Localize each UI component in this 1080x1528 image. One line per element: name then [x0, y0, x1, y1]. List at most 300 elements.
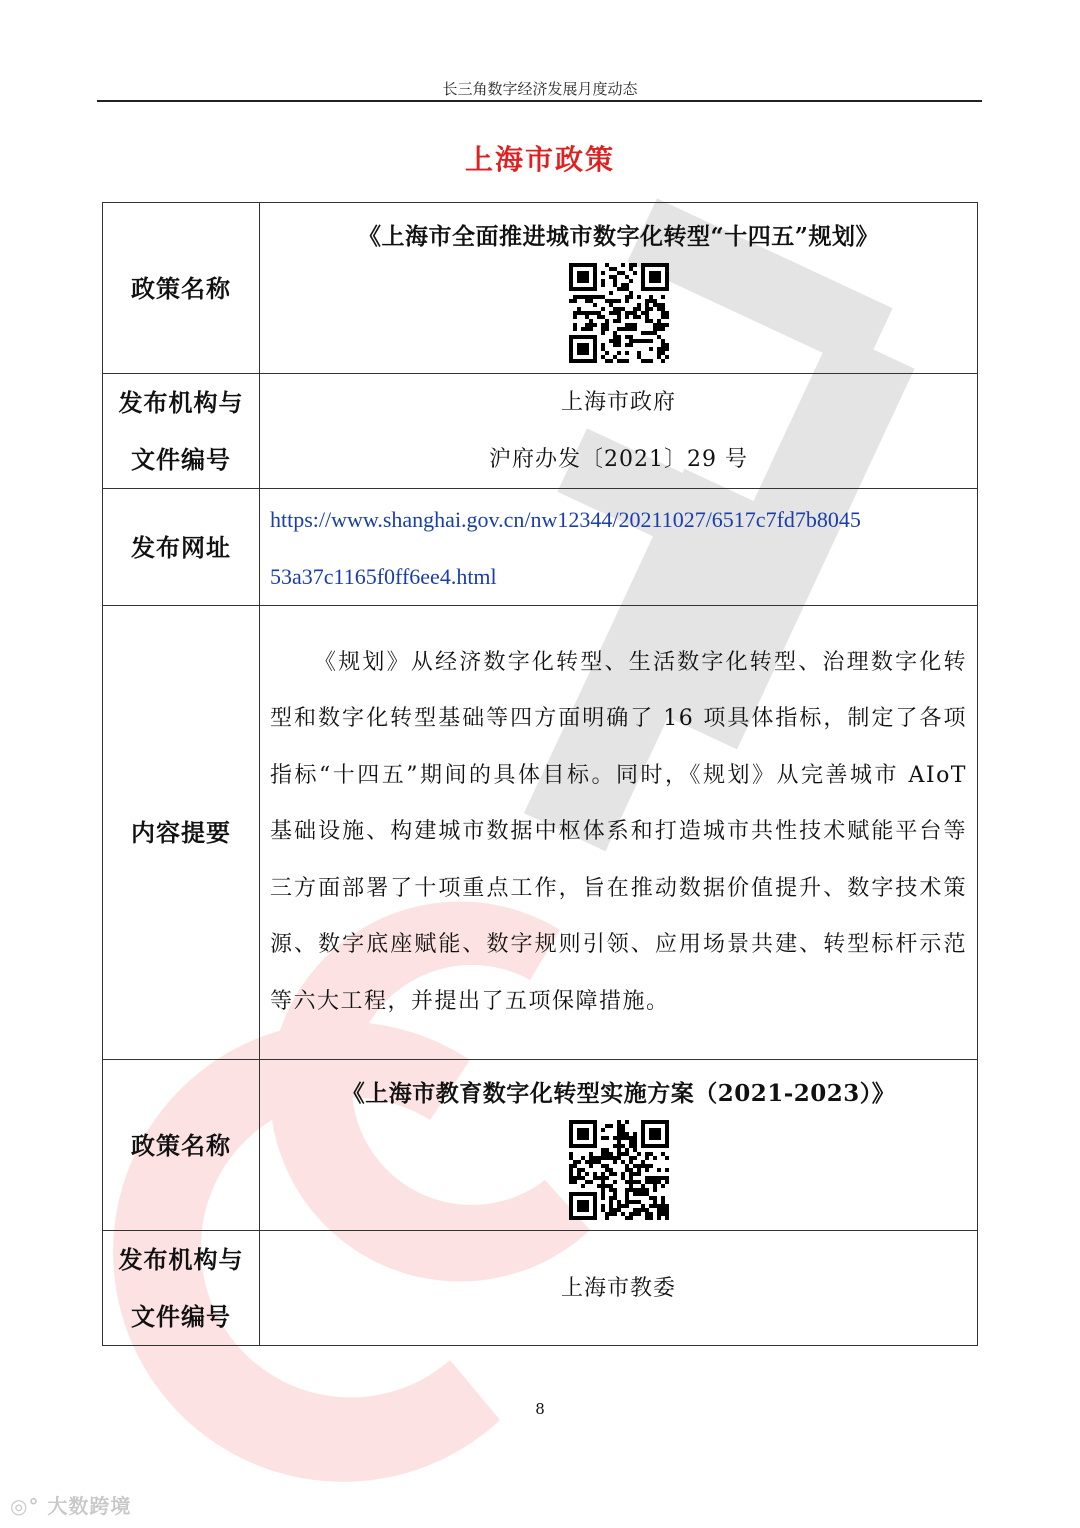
- qr-module: [625, 295, 629, 299]
- qr-module: [609, 303, 613, 307]
- qr-module: [589, 311, 593, 315]
- qr-module: [597, 1176, 601, 1180]
- qr-module: [633, 1188, 637, 1192]
- qr-module: [657, 303, 661, 307]
- qr-module: [621, 1176, 625, 1180]
- qr-module: [617, 319, 621, 323]
- qr-module: [625, 1164, 629, 1168]
- qr-module: [625, 1204, 629, 1208]
- qr-module: [589, 327, 593, 331]
- qr-module: [601, 1152, 605, 1156]
- qr-module: [569, 1156, 573, 1160]
- row-label: 发布网址: [103, 489, 260, 606]
- qr-module: [649, 347, 653, 351]
- qr-module: [605, 1156, 609, 1160]
- qr-module: [585, 299, 589, 303]
- row-label: 政策名称: [103, 203, 260, 374]
- qr-module: [609, 1196, 613, 1200]
- table-row: [103, 1231, 978, 1346]
- qr-module: [645, 307, 649, 311]
- qr-module: [661, 351, 665, 355]
- qr-module: [633, 1144, 637, 1148]
- policy-cell: [260, 1060, 978, 1231]
- qr-module: [657, 319, 661, 323]
- qr-module: [649, 1152, 653, 1156]
- qr-module: [653, 1204, 657, 1208]
- qr-module: [657, 1176, 661, 1180]
- qr-module: [637, 1152, 641, 1156]
- qr-module: [657, 1168, 661, 1172]
- qr-module: [597, 1156, 601, 1160]
- qr-module: [613, 1212, 617, 1216]
- qr-module: [613, 343, 617, 347]
- qr-module: [637, 339, 641, 343]
- qr-module: [637, 1180, 641, 1184]
- qr-module: [625, 351, 629, 355]
- qr-code-icon: [569, 263, 669, 363]
- qr-module: [629, 1136, 633, 1140]
- qr-module: [605, 359, 609, 363]
- qr-module: [589, 299, 593, 303]
- qr-module: [585, 295, 589, 299]
- qr-module: [601, 1164, 605, 1168]
- qr-module: [613, 299, 617, 303]
- qr-module: [617, 339, 621, 343]
- qr-module: [625, 1216, 629, 1220]
- qr-module: [657, 323, 661, 327]
- publish-url-link[interactable]: [260, 489, 977, 605]
- table-row: [103, 203, 978, 374]
- qr-module: [585, 1160, 589, 1164]
- qr-module: [589, 1156, 593, 1160]
- qr-module: [613, 1208, 617, 1212]
- qr-module: [605, 1212, 609, 1216]
- qr-module: [661, 1200, 665, 1204]
- qr-module: [621, 307, 625, 311]
- qr-module: [629, 295, 633, 299]
- qr-module: [629, 339, 633, 343]
- qr-module: [649, 295, 653, 299]
- qr-module: [605, 319, 609, 323]
- qr-module: [629, 1144, 633, 1148]
- row-label-line: 文件编号: [131, 445, 231, 474]
- qr-module: [657, 1208, 661, 1212]
- qr-module: [637, 303, 641, 307]
- qr-module: [621, 1204, 625, 1208]
- qr-module: [633, 1172, 637, 1176]
- qr-module: [661, 295, 665, 299]
- row-label-line: 文件编号: [131, 1302, 231, 1331]
- qr-module: [601, 1176, 605, 1180]
- qr-module: [593, 303, 597, 307]
- qr-module: [613, 307, 617, 311]
- qr-module: [613, 1196, 617, 1200]
- qr-module: [645, 319, 649, 323]
- qr-module: [589, 1180, 593, 1184]
- qr-module: [601, 327, 605, 331]
- qr-module: [609, 1208, 613, 1212]
- qr-module: [621, 1128, 625, 1132]
- qr-module: [661, 339, 665, 343]
- qr-module: [653, 327, 657, 331]
- qr-module: [629, 291, 633, 295]
- qr-module: [605, 1136, 609, 1140]
- qr-module: [657, 1180, 661, 1184]
- qr-module: [629, 1200, 633, 1204]
- qr-module: [657, 355, 661, 359]
- qr-module: [653, 1156, 657, 1160]
- qr-module: [605, 327, 609, 331]
- qr-module: [641, 339, 645, 343]
- qr-module: [633, 1212, 637, 1216]
- qr-module: [629, 1156, 633, 1160]
- qr-module: [665, 315, 669, 319]
- qr-module: [613, 311, 617, 315]
- qr-module: [617, 271, 621, 275]
- qr-module: [601, 295, 605, 299]
- dashu-logo: [10, 1490, 131, 1519]
- qr-module: [625, 275, 629, 279]
- qr-module: [625, 1136, 629, 1140]
- qr-module: [625, 315, 629, 319]
- qr-module: [609, 1184, 613, 1188]
- qr-module: [609, 1124, 613, 1128]
- qr-module: [585, 1172, 589, 1176]
- qr-module: [637, 355, 641, 359]
- qr-module: [573, 323, 577, 327]
- policy-title: 《上海市全面推进城市数字化转型“十四五”规划》: [358, 222, 879, 250]
- qr-module: [629, 335, 633, 339]
- qr-module: [581, 1156, 585, 1160]
- qr-module: [661, 1196, 665, 1200]
- qr-module: [649, 339, 653, 343]
- qr-module: [633, 1180, 637, 1184]
- qr-module: [617, 1140, 621, 1144]
- qr-module: [645, 311, 649, 315]
- qr-module: [617, 1148, 621, 1152]
- qr-module: [621, 327, 625, 331]
- qr-module: [641, 1160, 645, 1164]
- qr-module: [649, 1196, 653, 1200]
- qr-module: [625, 335, 629, 339]
- qr-module: [621, 1136, 625, 1140]
- qr-module: [649, 319, 653, 323]
- qr-module: [625, 1196, 629, 1200]
- qr-module: [597, 315, 601, 319]
- qr-module: [629, 1180, 633, 1184]
- qr-module: [609, 339, 613, 343]
- qr-finder: [577, 1128, 589, 1140]
- qr-module: [653, 1176, 657, 1180]
- qr-module: [585, 327, 589, 331]
- qr-code-icon: [569, 1120, 669, 1220]
- qr-module: [613, 1160, 617, 1164]
- qr-module: [593, 1160, 597, 1164]
- qr-module: [645, 1180, 649, 1184]
- qr-module: [641, 1164, 645, 1168]
- qr-module: [601, 1204, 605, 1208]
- qr-module: [625, 323, 629, 327]
- qr-module: [641, 1184, 645, 1188]
- table-row: [103, 606, 978, 1060]
- qr-module: [621, 283, 625, 287]
- qr-module: [661, 347, 665, 351]
- qr-module: [569, 299, 573, 303]
- qr-module: [645, 1212, 649, 1216]
- qr-module: [633, 263, 637, 267]
- qr-module: [601, 1184, 605, 1188]
- qr-module: [665, 1156, 669, 1160]
- qr-module: [625, 1148, 629, 1152]
- qr-module: [609, 359, 613, 363]
- qr-module: [601, 355, 605, 359]
- qr-module: [585, 315, 589, 319]
- qr-module: [613, 319, 617, 323]
- qr-module: [653, 1184, 657, 1188]
- dashu-logo-icon: ◎°: [10, 1494, 40, 1518]
- qr-module: [621, 1212, 625, 1216]
- qr-module: [613, 1172, 617, 1176]
- qr-module: [613, 1156, 617, 1160]
- qr-module: [617, 1136, 621, 1140]
- qr-module: [609, 1200, 613, 1204]
- qr-module: [573, 1180, 577, 1184]
- qr-module: [625, 1132, 629, 1136]
- summary-cell: [260, 606, 978, 1060]
- qr-module: [617, 1152, 621, 1156]
- qr-module: [661, 359, 665, 363]
- qr-module: [649, 1164, 653, 1168]
- qr-module: [625, 1188, 629, 1192]
- qr-module: [581, 1176, 585, 1180]
- qr-module: [617, 1132, 621, 1136]
- qr-module: [609, 275, 613, 279]
- qr-module: [645, 1152, 649, 1156]
- qr-module: [617, 1156, 621, 1160]
- qr-module: [609, 1172, 613, 1176]
- qr-module: [645, 359, 649, 363]
- qr-module: [653, 1180, 657, 1184]
- qr-module: [605, 299, 609, 303]
- qr-module: [605, 1184, 609, 1188]
- qr-module: [629, 1140, 633, 1144]
- qr-module: [617, 335, 621, 339]
- qr-module: [609, 311, 613, 315]
- qr-module: [613, 355, 617, 359]
- row-label-line: 发布机构与: [118, 388, 244, 417]
- qr-module: [633, 311, 637, 315]
- qr-module: [585, 1180, 589, 1184]
- qr-module: [601, 1188, 605, 1192]
- qr-module: [665, 1168, 669, 1172]
- qr-module: [649, 1212, 653, 1216]
- qr-module: [665, 1204, 669, 1208]
- qr-module: [605, 323, 609, 327]
- qr-module: [661, 343, 665, 347]
- qr-module: [665, 1212, 669, 1216]
- qr-module: [645, 299, 649, 303]
- qr-module: [665, 1208, 669, 1212]
- qr-module: [621, 1172, 625, 1176]
- qr-module: [641, 1188, 645, 1192]
- qr-module: [613, 1136, 617, 1140]
- qr-module: [657, 1216, 661, 1220]
- qr-module: [589, 295, 593, 299]
- qr-module: [637, 1168, 641, 1172]
- qr-module: [625, 327, 629, 331]
- qr-module: [621, 263, 625, 267]
- qr-module: [573, 327, 577, 331]
- qr-module: [649, 1204, 653, 1208]
- qr-module: [661, 323, 665, 327]
- qr-module: [601, 1156, 605, 1160]
- qr-module: [629, 327, 633, 331]
- qr-module: [637, 315, 641, 319]
- qr-module: [621, 1124, 625, 1128]
- qr-module: [641, 359, 645, 363]
- qr-module: [613, 1188, 617, 1192]
- qr-module: [577, 1176, 581, 1180]
- qr-module: [593, 1172, 597, 1176]
- qr-module: [645, 1168, 649, 1172]
- qr-module: [569, 1180, 573, 1184]
- qr-module: [633, 1132, 637, 1136]
- qr-module: [625, 1168, 629, 1172]
- qr-module: [613, 339, 617, 343]
- row-label-line: 发布机构与: [118, 1245, 244, 1274]
- qr-module: [581, 295, 585, 299]
- qr-module: [577, 1172, 581, 1176]
- qr-finder: [649, 271, 661, 283]
- qr-module: [613, 1180, 617, 1184]
- qr-module: [585, 323, 589, 327]
- table-row: [103, 374, 978, 489]
- qr-module: [593, 323, 597, 327]
- qr-module: [581, 311, 585, 315]
- qr-module: [629, 267, 633, 271]
- qr-module: [609, 291, 613, 295]
- qr-module: [629, 1184, 633, 1188]
- qr-module: [645, 315, 649, 319]
- qr-module: [601, 1172, 605, 1176]
- qr-module: [633, 1140, 637, 1144]
- qr-module: [617, 1200, 621, 1204]
- qr-module: [661, 1208, 665, 1212]
- qr-module: [589, 1164, 593, 1168]
- qr-module: [629, 1176, 633, 1180]
- qr-module: [633, 315, 637, 319]
- qr-module: [601, 1208, 605, 1212]
- qr-module: [665, 1180, 669, 1184]
- qr-module: [617, 1120, 621, 1124]
- qr-module: [597, 1184, 601, 1188]
- qr-module: [637, 1172, 641, 1176]
- qr-module: [617, 351, 621, 355]
- qr-module: [605, 351, 609, 355]
- qr-module: [621, 1144, 625, 1148]
- qr-module: [665, 1216, 669, 1220]
- qr-module: [597, 295, 601, 299]
- qr-module: [613, 331, 617, 335]
- qr-module: [633, 1148, 637, 1152]
- qr-module: [645, 1164, 649, 1168]
- row-label: [103, 374, 260, 489]
- qr-module: [645, 1156, 649, 1160]
- qr-module: [617, 343, 621, 347]
- qr-module: [617, 299, 621, 303]
- qr-module: [661, 307, 665, 311]
- qr-finder: [649, 1128, 661, 1140]
- qr-module: [625, 299, 629, 303]
- qr-module: [593, 1176, 597, 1180]
- qr-module: [661, 1184, 665, 1188]
- table-row: [103, 489, 978, 606]
- qr-module: [629, 1168, 633, 1172]
- qr-module: [609, 1168, 613, 1172]
- qr-module: [633, 1208, 637, 1212]
- qr-module: [613, 1192, 617, 1196]
- qr-module: [645, 331, 649, 335]
- issuer-cell: [260, 374, 978, 489]
- qr-module: [657, 327, 661, 331]
- qr-module: [573, 295, 577, 299]
- qr-module: [625, 1180, 629, 1184]
- qr-module: [577, 295, 581, 299]
- qr-module: [653, 299, 657, 303]
- qr-module: [649, 1216, 653, 1220]
- qr-module: [617, 307, 621, 311]
- qr-module: [569, 1172, 573, 1176]
- qr-module: [601, 347, 605, 351]
- qr-module: [621, 1152, 625, 1156]
- qr-module: [649, 359, 653, 363]
- qr-module: [601, 343, 605, 347]
- qr-module: [581, 1168, 585, 1172]
- qr-module: [649, 307, 653, 311]
- qr-module: [601, 1136, 605, 1140]
- qr-module: [661, 311, 665, 315]
- qr-module: [641, 1208, 645, 1212]
- qr-module: [613, 283, 617, 287]
- qr-module: [637, 295, 641, 299]
- qr-module: [609, 299, 613, 303]
- qr-module: [629, 1188, 633, 1192]
- qr-module: [629, 323, 633, 327]
- qr-module: [633, 1192, 637, 1196]
- qr-module: [653, 323, 657, 327]
- qr-module: [609, 267, 613, 271]
- qr-module: [573, 315, 577, 319]
- qr-module: [577, 311, 581, 315]
- qr-module: [573, 311, 577, 315]
- qr-module: [629, 1216, 633, 1220]
- qr-module: [649, 299, 653, 303]
- qr-module: [653, 331, 657, 335]
- qr-module: [569, 1168, 573, 1172]
- qr-module: [617, 311, 621, 315]
- qr-module: [653, 1200, 657, 1204]
- qr-module: [593, 311, 597, 315]
- qr-module: [625, 283, 629, 287]
- qr-module: [629, 263, 633, 267]
- qr-module: [633, 323, 637, 327]
- policy-cell: [260, 203, 978, 374]
- qr-module: [581, 1184, 585, 1188]
- qr-module: [657, 307, 661, 311]
- qr-module: [601, 1192, 605, 1196]
- qr-module: [573, 299, 577, 303]
- qr-module: [581, 327, 585, 331]
